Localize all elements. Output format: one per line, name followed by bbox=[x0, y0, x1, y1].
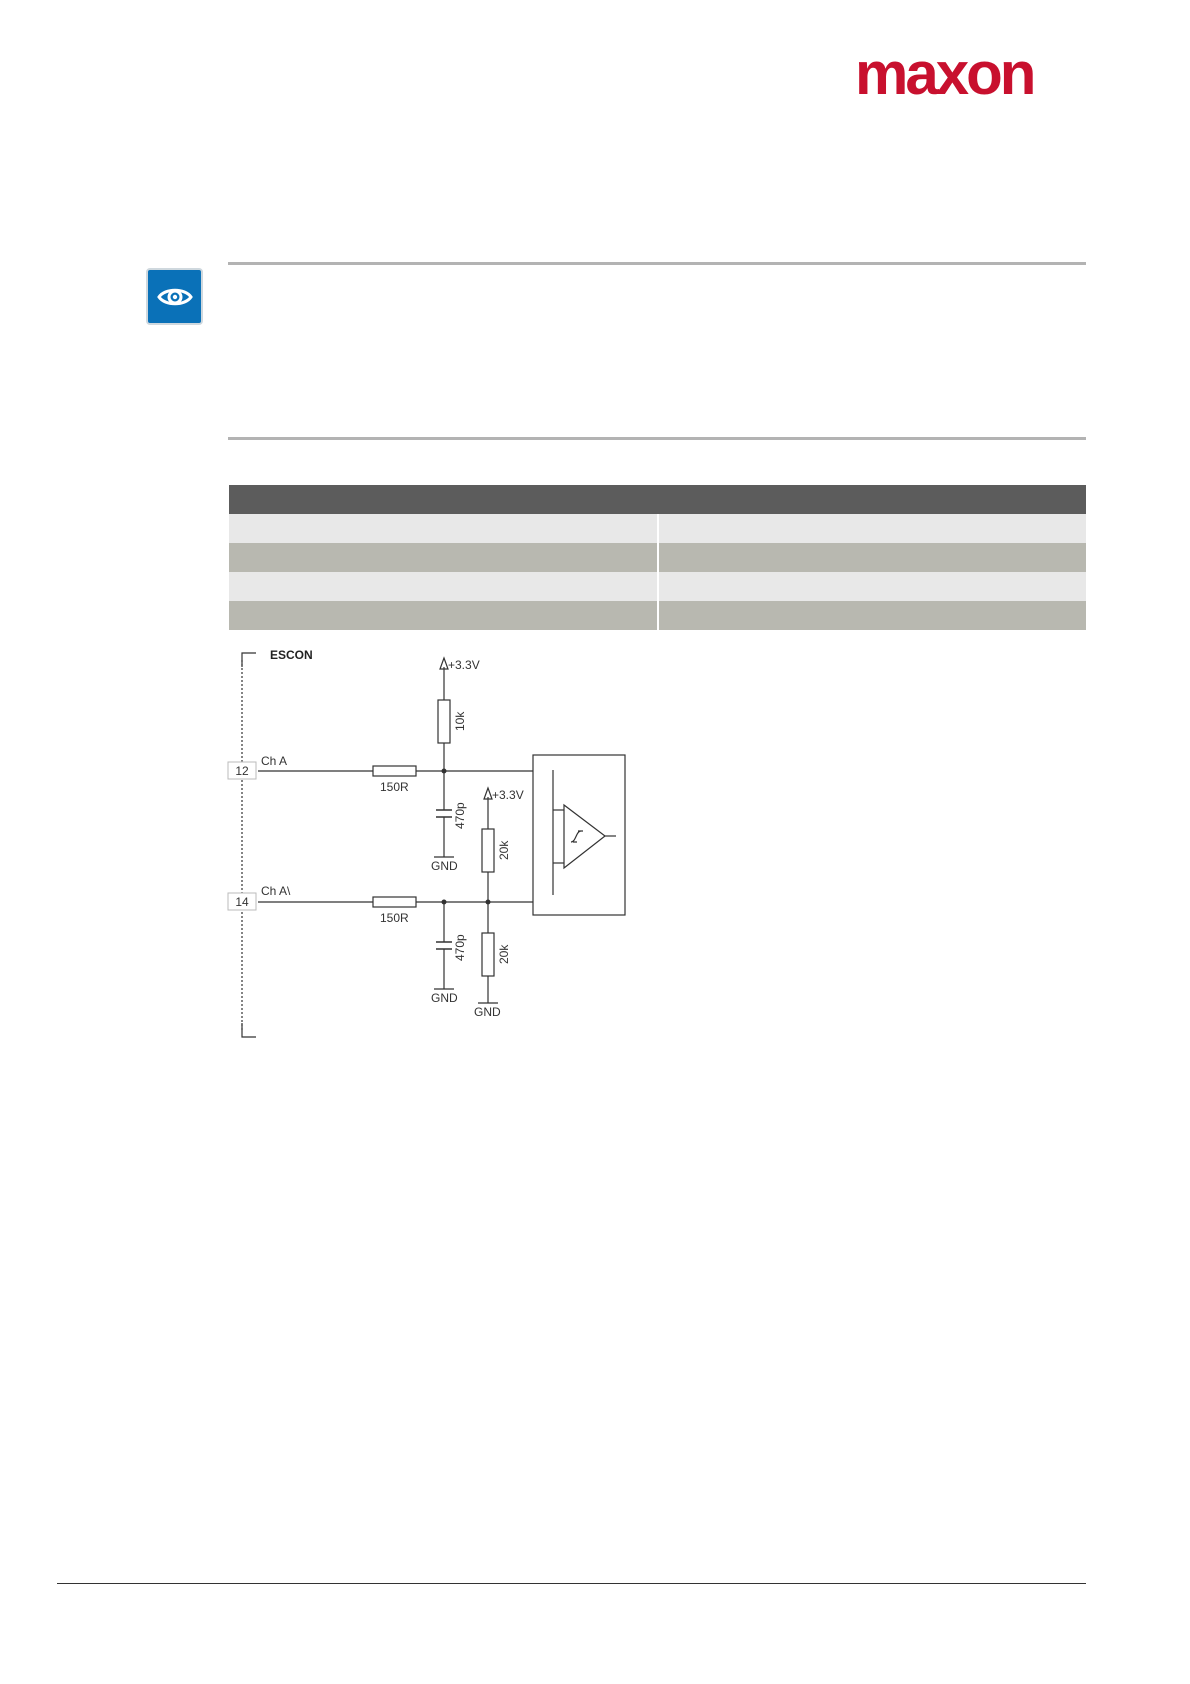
junction-dot bbox=[486, 900, 491, 905]
table-cell bbox=[229, 572, 657, 601]
series-resistor-b-value: 150R bbox=[380, 911, 409, 925]
table-cell bbox=[657, 543, 1087, 572]
table-cell bbox=[229, 601, 657, 630]
supply-b-label: +3.3V bbox=[492, 788, 524, 802]
device-label: ESCON bbox=[270, 648, 313, 662]
table-row bbox=[229, 514, 1086, 543]
note-top-rule bbox=[228, 262, 1086, 265]
gnd-cap-a-label: GND bbox=[431, 859, 458, 873]
divider-bottom-value: 20k bbox=[497, 944, 511, 964]
capacitor-a bbox=[436, 810, 452, 817]
channel-a-label: Ch A bbox=[261, 754, 288, 768]
divider-resistor-top bbox=[482, 829, 494, 872]
series-resistor-a bbox=[373, 766, 416, 776]
pin-number-a: 12 bbox=[235, 764, 249, 778]
spec-table bbox=[229, 485, 1086, 630]
series-resistor-b bbox=[373, 897, 416, 907]
divider-top-value: 20k bbox=[497, 840, 511, 860]
maxon-logo: maxon bbox=[855, 40, 1034, 107]
footer-rule bbox=[57, 1583, 1086, 1584]
channel-a-inverted-label: Ch A\ bbox=[261, 884, 291, 898]
supply-a-label: +3.3V bbox=[448, 658, 480, 672]
gnd-cap-b-label: GND bbox=[431, 991, 458, 1005]
table-row bbox=[229, 543, 1086, 572]
series-resistor-a-value: 150R bbox=[380, 780, 409, 794]
pin-number-b: 14 bbox=[235, 895, 249, 909]
input-circuit-schematic bbox=[220, 645, 640, 1045]
cap-a-value: 470p bbox=[453, 802, 467, 829]
table-row bbox=[229, 601, 1086, 630]
cap-b-value: 470p bbox=[453, 934, 467, 961]
junction-dot bbox=[442, 769, 447, 774]
note-bottom-rule bbox=[228, 437, 1086, 440]
table-cell bbox=[657, 514, 1087, 543]
gnd-divider-label: GND bbox=[474, 1005, 501, 1019]
table-cell bbox=[657, 601, 1087, 630]
eye-icon bbox=[157, 285, 193, 309]
pullup-resistor bbox=[438, 700, 450, 743]
pullup-resistor-value: 10k bbox=[453, 711, 467, 731]
table-row bbox=[229, 572, 1086, 601]
divider-resistor-bottom bbox=[482, 933, 494, 976]
table-cell bbox=[229, 514, 657, 543]
junction-dot bbox=[442, 900, 447, 905]
table-cell bbox=[229, 543, 657, 572]
table-cell bbox=[657, 572, 1087, 601]
note-eye-badge bbox=[146, 268, 203, 325]
capacitor-b bbox=[436, 942, 452, 949]
spec-table-header bbox=[229, 485, 1086, 514]
